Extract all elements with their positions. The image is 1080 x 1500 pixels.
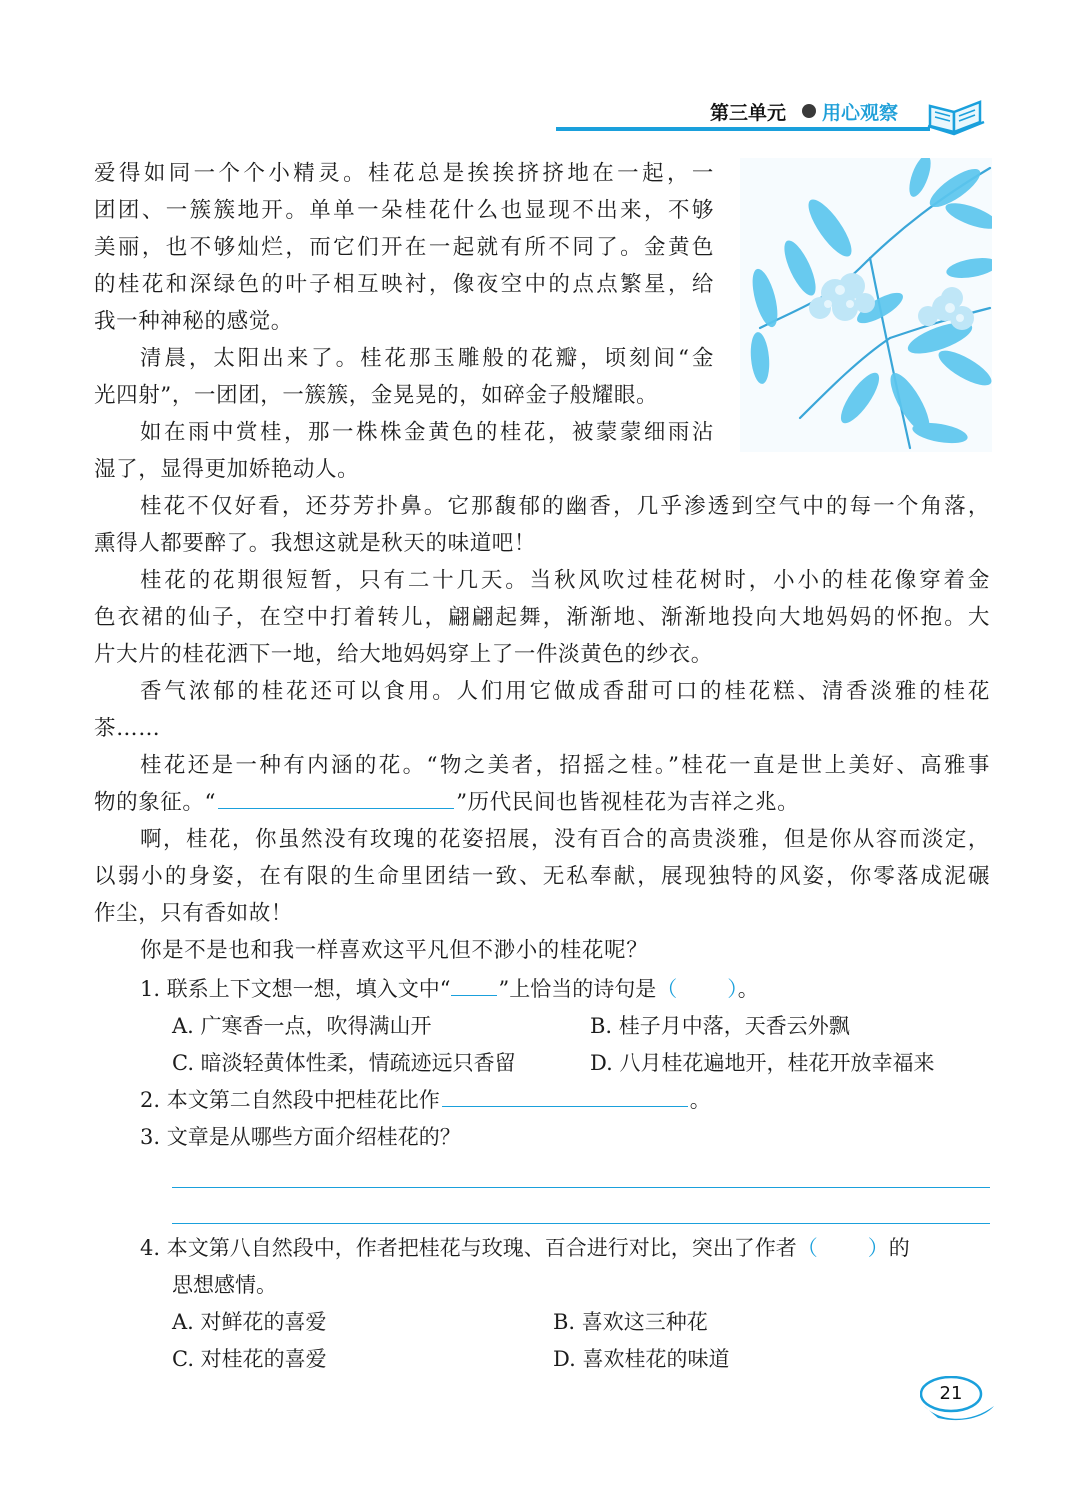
passage-line: 爱得如同一个个小精灵。桂花总是挨挨挤挤地在一起，一 xyxy=(94,161,714,186)
question-1 xyxy=(140,975,759,1003)
passage-text: ”历代民间也皆视桂花为吉祥之兆。 xyxy=(456,790,800,815)
option-1c: C. 暗淡轻黄体性柔，情疏迹远只香留 xyxy=(172,1051,516,1075)
passage-line: 的桂花和深绿色的叶子相互映衬，像夜空中的点点繁星，给 xyxy=(94,272,714,297)
question-3: 3. 文章是从哪些方面介绍桂花的？ xyxy=(140,1125,461,1149)
page-header xyxy=(556,96,986,132)
passage-line: 光四射”，一团团，一簇簇，金晃晃的，如碎金子般耀眼。 xyxy=(94,383,659,408)
passage-line: 湿了，显得更加娇艳动人。 xyxy=(94,457,360,482)
passage-line: 以弱小的身姿，在有限的生命里团结一致、无私奉献，展现独特的风姿，你零落成泥碾 xyxy=(94,864,990,889)
passage-line: 团团、一簇簇地开。单单一朵桂花什么也显现不出来，不够 xyxy=(94,198,714,223)
passage-line: 美丽，也不够灿烂，而它们开在一起就有所不同了。金黄色 xyxy=(94,235,714,260)
answer-line[interactable] xyxy=(172,1223,990,1224)
passage-line: 色衣裙的仙子，在空中打着转儿，翩翩起舞，渐渐地、渐渐地投向大地妈妈的怀抱。大 xyxy=(94,605,990,630)
bullet-dot xyxy=(802,104,816,118)
answer-paren-close: ） xyxy=(867,1236,889,1260)
option-4d: D. 喜欢桂花的味道 xyxy=(553,1347,730,1371)
option-4a: A. 对鲜花的喜爱 xyxy=(172,1310,327,1334)
option-1a: A. 广寒香一点，吹得满山开 xyxy=(172,1014,432,1038)
passage-line: 如在雨中赏桂，那一株株金黄色的桂花，被蒙蒙细雨沾 xyxy=(140,420,714,445)
passage-line: 清晨，太阳出来了。桂花那玉雕般的花瓣，顷刻间“金 xyxy=(140,346,714,371)
passage-text: 物的象征。“ xyxy=(94,790,217,815)
passage-line: 作尘，只有香如故！ xyxy=(94,901,293,926)
passage-line: 我一种神秘的感觉。 xyxy=(94,309,293,334)
poem-blank[interactable] xyxy=(218,790,454,809)
passage-line: 你是不是也和我一样喜欢这平凡但不渺小的桂花呢？ xyxy=(140,938,649,963)
osmanthus-illustration xyxy=(740,158,992,452)
passage-line: 桂花还是一种有内涵的花。“物之美者，招摇之桂。”桂花一直是世上美好、高雅事 xyxy=(140,753,990,778)
question-text: 2. 本文第二自然段中把桂花比作 xyxy=(140,1088,440,1112)
header-rule xyxy=(556,127,930,131)
answer-blank-2[interactable] xyxy=(442,1088,688,1107)
question-text: 。 xyxy=(689,1088,711,1112)
passage-line: 桂花不仅好看，还芬芳扑鼻。它那馥郁的幽香，几乎渗透到空气中的每一个角落， xyxy=(140,494,990,519)
open-book-icon xyxy=(926,96,986,136)
unit-theme: 用心观察 xyxy=(822,102,899,124)
passage-line-with-blank xyxy=(94,789,799,817)
answer-paren-close: ） xyxy=(727,977,738,1001)
page-number: 21 xyxy=(939,1383,963,1404)
question-4 xyxy=(140,1234,910,1262)
option-4b: B. 喜欢这三种花 xyxy=(553,1310,708,1334)
question-text: 1. 联系上下文想一想，填入文中“ xyxy=(140,977,451,1001)
passage-line: 茶…… xyxy=(94,716,161,741)
question-2 xyxy=(140,1086,711,1114)
option-1d: D. 八月桂花遍地开，桂花开放幸福来 xyxy=(590,1051,935,1075)
answer-paren-open: （ xyxy=(656,977,678,1001)
quote-blank xyxy=(451,977,497,996)
question-text: 的 xyxy=(888,1236,910,1260)
answer-paren-open: （ xyxy=(796,1236,818,1260)
option-4c: C. 对桂花的喜爱 xyxy=(172,1347,327,1371)
passage-line: 桂花的花期很短暂，只有二十几天。当秋风吹过桂花树时，小小的桂花像穿着金 xyxy=(140,568,990,593)
option-1b: B. 桂子月中落，天香云外飘 xyxy=(590,1014,850,1038)
answer-line[interactable] xyxy=(172,1187,990,1188)
page-number-badge xyxy=(920,1376,1000,1426)
question-4-cont: 思想感情。 xyxy=(172,1273,277,1297)
passage-line: 香气浓郁的桂花还可以食用。人们用它做成香甜可口的桂花糕、清香淡雅的桂花 xyxy=(140,679,990,704)
unit-label: 第三单元 xyxy=(710,102,787,124)
question-text: ”上恰当的诗句是 xyxy=(498,977,657,1001)
question-text: 4. 本文第八自然段中，作者把桂花与玫瑰、百合进行对比，突出了作者 xyxy=(140,1236,797,1260)
passage-line: 熏得人都要醉了。我想这就是秋天的味道吧！ xyxy=(94,531,537,556)
passage-line: 片大片的桂花洒下一地，给大地妈妈穿上了一件淡黄色的纱衣。 xyxy=(94,642,713,667)
question-text: 。 xyxy=(737,977,759,1001)
passage-line: 啊，桂花，你虽然没有玫瑰的花姿招展，没有百合的高贵淡雅，但是你从容而淡定， xyxy=(140,827,990,852)
